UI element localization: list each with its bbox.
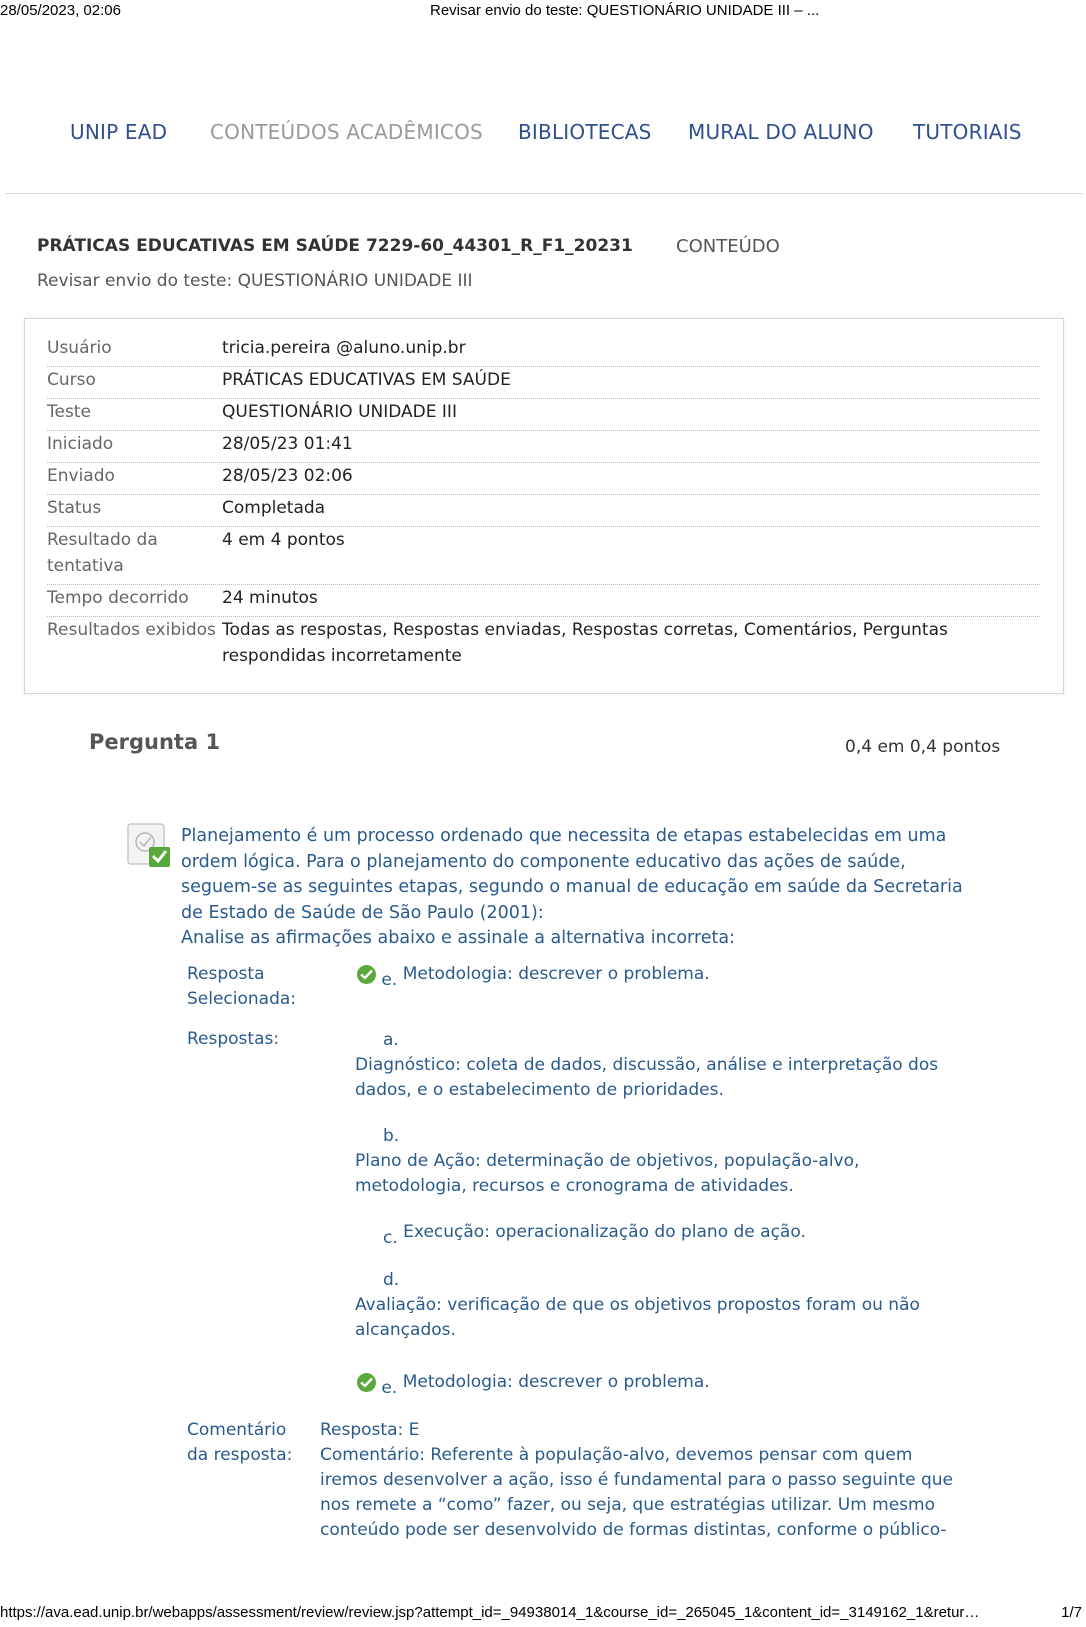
answer-letter: d. bbox=[383, 1270, 400, 1290]
answer-text: Execução: operacionalização do plano de ação. bbox=[403, 1222, 806, 1242]
print-header bbox=[0, 2, 1086, 24]
check-icon bbox=[357, 1373, 376, 1392]
summary-value: QUESTIONÁRIO UNIDADE III bbox=[222, 402, 457, 422]
selected-answer bbox=[357, 962, 710, 990]
summary-key: Status bbox=[47, 498, 102, 518]
nav-tutoriais[interactable]: TUTORIAIS bbox=[913, 120, 1022, 144]
answer-text: Diagnóstico: coleta de dados, discussão, análise e interpretação dos dados, e o estabelecimento de prioridades. bbox=[355, 1055, 939, 1100]
selected-answer-label: Resposta Selecionada: bbox=[187, 964, 297, 1009]
check-icon bbox=[357, 965, 376, 984]
print-footer bbox=[0, 1604, 1086, 1626]
print-url: https://ava.ead.unip.br/webapps/assessment/review/review.jsp?attempt_id=_94938014_1&course_id=_265045_1&content_id=_3149162_1&retur… bbox=[0, 1604, 980, 1621]
breadcrumb: Revisar envio do teste: QUESTIONÁRIO UNIDADE III bbox=[37, 271, 473, 291]
question-title: Pergunta 1 bbox=[89, 730, 221, 754]
summary-row bbox=[47, 527, 1040, 585]
summary-value: tricia.pereira @aluno.unip.br bbox=[222, 338, 466, 358]
summary-value: 4 em 4 pontos bbox=[222, 530, 345, 550]
summary-value: 28/05/23 01:41 bbox=[222, 434, 353, 454]
summary-key: Curso bbox=[47, 370, 96, 390]
summary-key: Resultados exibidos bbox=[47, 620, 216, 640]
summary-value: Todas as respostas, Respostas enviadas, Respostas corretas, Comentários, Perguntas respondidas incorretamente bbox=[222, 620, 948, 666]
answer-option-b bbox=[355, 1124, 955, 1199]
summary-key: Usuário bbox=[47, 338, 112, 358]
nav-divider bbox=[5, 193, 1083, 194]
nav-conteudos-academicos[interactable]: CONTEÚDOS ACADÊMICOS bbox=[210, 120, 483, 144]
print-title: Revisar envio do teste: QUESTIONÁRIO UNIDADE III – ... bbox=[430, 2, 820, 19]
answer-text: Avaliação: verificação de que os objetivos propostos foram ou não alcançados. bbox=[355, 1295, 920, 1340]
correct-answer-icon bbox=[127, 823, 173, 869]
summary-value: 24 minutos bbox=[222, 588, 318, 608]
summary-value: PRÁTICAS EDUCATIVAS EM SAÚDE bbox=[222, 370, 511, 390]
course-title: PRÁTICAS EDUCATIVAS EM SAÚDE 7229-60_44301_R_F1_20231 bbox=[37, 236, 633, 256]
summary-row bbox=[47, 399, 1040, 431]
answer-option-e bbox=[357, 1370, 957, 1398]
summary-row bbox=[47, 585, 1040, 617]
summary-row bbox=[47, 495, 1040, 527]
attempt-summary bbox=[24, 318, 1064, 694]
question-statement: Planejamento é um processo ordenado que necessita de etapas estabelecidas em uma ordem lógica. Para o planejamento do componente educativo das ações de saúde, seguem-se as seguintes etapas, segundo o manual de educação em saúde da Secretaria de Estado de Saúde de São Paulo (2001): bbox=[181, 826, 963, 923]
summary-key: Iniciado bbox=[47, 434, 114, 454]
summary-value: 28/05/23 02:06 bbox=[222, 466, 353, 486]
summary-row bbox=[47, 463, 1040, 495]
answer-letter: e. bbox=[381, 970, 398, 990]
top-nav bbox=[0, 120, 1086, 154]
answers-label: Respostas: bbox=[187, 1029, 280, 1049]
summary-value: Completada bbox=[222, 498, 326, 518]
nav-bibliotecas[interactable]: BIBLIOTECAS bbox=[518, 120, 652, 144]
summary-key: Tempo decorrido bbox=[47, 588, 189, 608]
answer-letter: e. bbox=[381, 1378, 398, 1398]
summary-row bbox=[47, 367, 1040, 399]
comment-text: Comentário: Referente à população-alvo, devemos pensar com quem iremos desenvolver a ação, isso é fundamental para o passo seguinte que nos remete a “como” fazer, ou seja, que estratégias utilizar. Um mesmo conteúdo pode ser desenvolvido de formas distintas, conforme o público- bbox=[320, 1445, 954, 1540]
answer-comment bbox=[320, 1418, 960, 1543]
summary-row bbox=[47, 617, 1040, 674]
question-instruction: Analise as afirmações abaixo e assinale a alternativa incorreta: bbox=[181, 928, 736, 948]
question-points: 0,4 em 0,4 pontos bbox=[845, 737, 1001, 757]
answer-text: Metodologia: descrever o problema. bbox=[402, 964, 710, 984]
summary-key: Enviado bbox=[47, 466, 115, 486]
answer-letter: c. bbox=[383, 1228, 398, 1248]
content-link[interactable]: CONTEÚDO bbox=[676, 236, 780, 257]
summary-row bbox=[47, 431, 1040, 463]
answer-letter: a. bbox=[383, 1030, 399, 1050]
answer-option-a bbox=[355, 1028, 955, 1103]
summary-key: Teste bbox=[47, 402, 91, 422]
nav-mural-do-aluno[interactable]: MURAL DO ALUNO bbox=[688, 120, 874, 144]
summary-row bbox=[47, 335, 1040, 367]
nav-unip-ead[interactable]: UNIP EAD bbox=[70, 120, 168, 144]
answer-text: Plano de Ação: determinação de objetivos, população-alvo, metodologia, recursos e cronograma de atividades. bbox=[355, 1151, 860, 1196]
comment-answer: Resposta: E bbox=[320, 1420, 420, 1440]
answer-text: Metodologia: descrever o problema. bbox=[402, 1372, 710, 1392]
answer-letter: b. bbox=[383, 1126, 400, 1146]
comment-label: Comentário da resposta: bbox=[187, 1420, 293, 1465]
answer-option-c bbox=[383, 1220, 983, 1248]
print-datetime: 28/05/2023, 02:06 bbox=[0, 2, 121, 19]
answer-option-d bbox=[355, 1268, 955, 1343]
question-text bbox=[181, 824, 981, 952]
print-page-number: 1/7 bbox=[1061, 1604, 1082, 1621]
summary-key: Resultado da tentativa bbox=[47, 530, 158, 576]
